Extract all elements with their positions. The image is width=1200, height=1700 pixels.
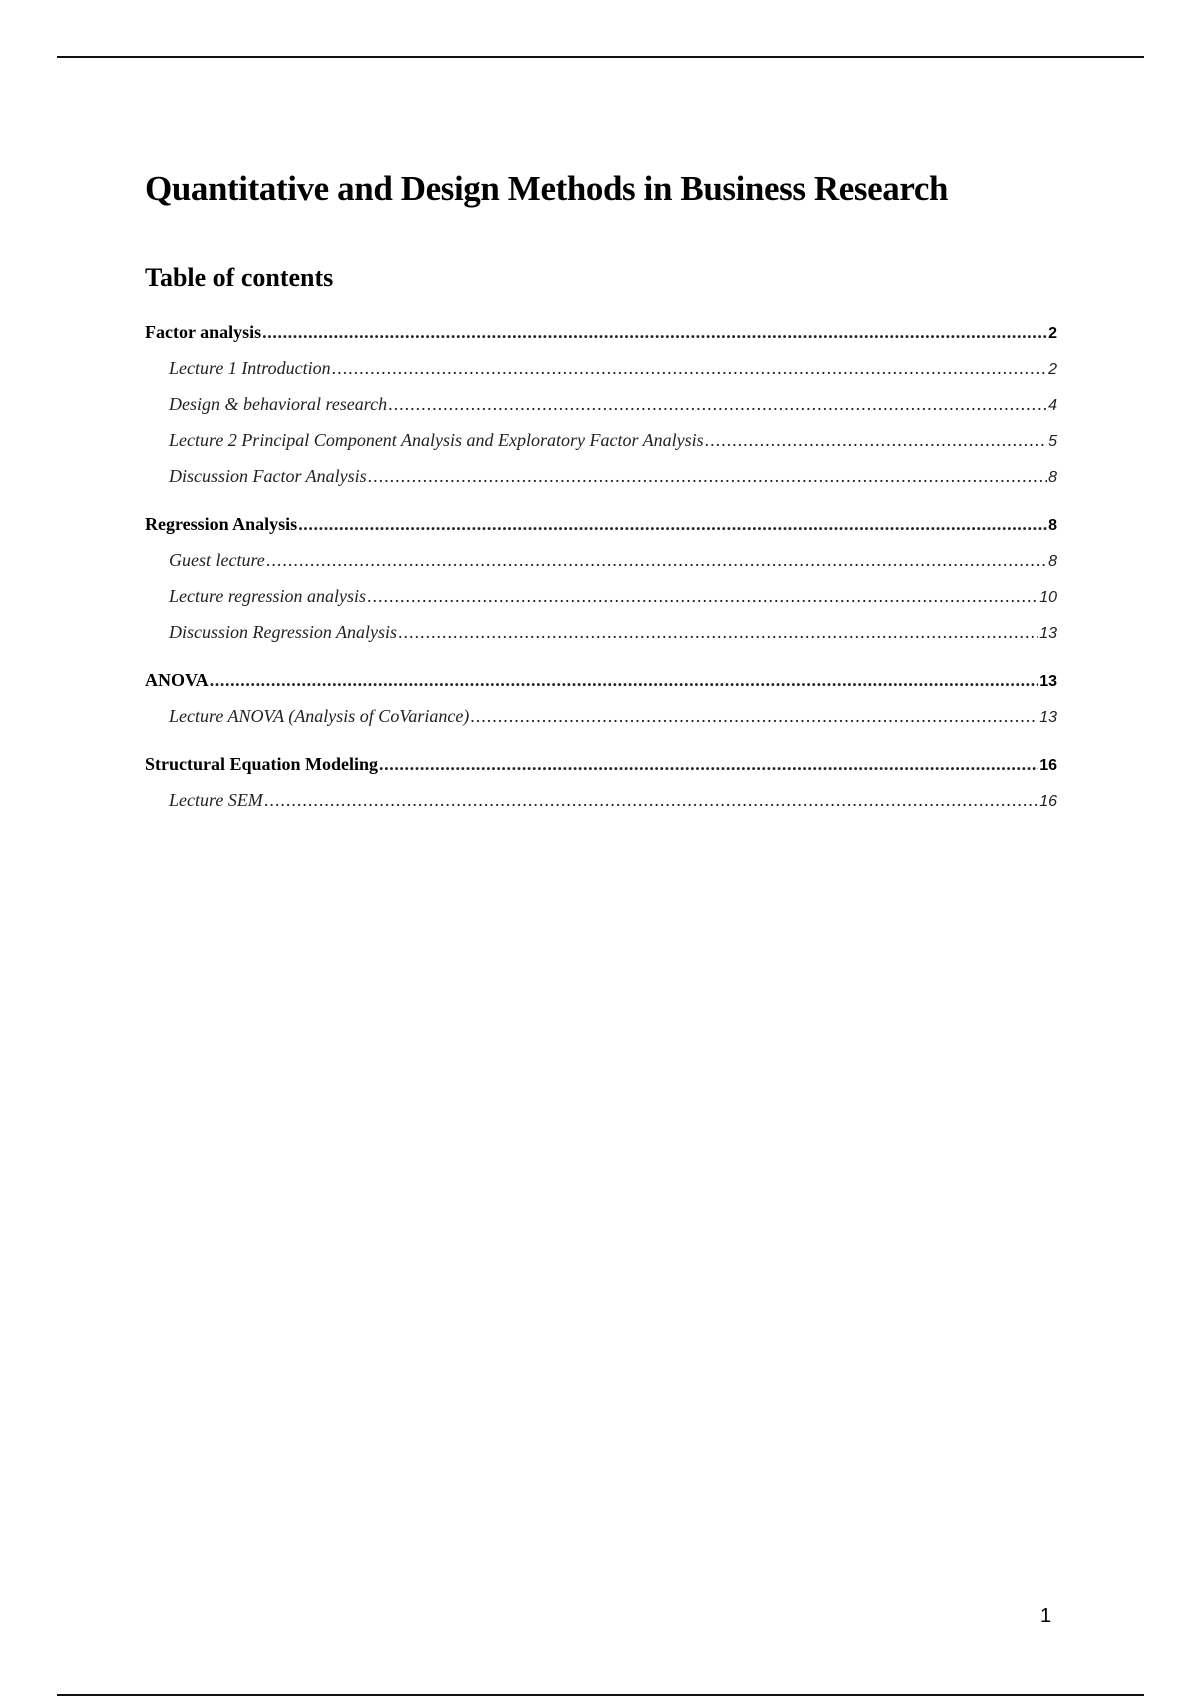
dot-leader xyxy=(470,706,1038,727)
toc-entry-label: Discussion Factor Analysis xyxy=(169,466,367,486)
toc-entry-label: Guest lecture xyxy=(169,550,265,570)
dot-leader xyxy=(210,670,1039,691)
dot-leader xyxy=(705,430,1047,451)
toc-entry-lecture-regression-analysis[interactable] xyxy=(145,586,1057,622)
toc-entry-page: 13 xyxy=(1039,673,1057,690)
document-title: Quantitative and Design Methods in Business Research xyxy=(145,169,949,209)
toc-entry-factor-analysis[interactable] xyxy=(145,322,1057,358)
toc-entry-label: Regression Analysis xyxy=(145,514,298,534)
toc-entry-page: 2 xyxy=(1048,325,1057,342)
dot-leader xyxy=(368,466,1047,487)
toc-entry-lecture-1-introduction[interactable] xyxy=(145,358,1057,394)
toc-entry-label: Lecture 1 Introduction xyxy=(169,358,331,378)
toc-heading: Table of contents xyxy=(145,263,334,292)
toc-entry-design-behavioral-research[interactable] xyxy=(145,394,1057,430)
toc-entry-lecture-sem[interactable] xyxy=(145,790,1057,826)
dot-leader xyxy=(388,394,1047,415)
toc-entry-page: 13 xyxy=(1039,625,1057,642)
toc-entry-lecture-anova[interactable] xyxy=(145,706,1057,742)
toc-entry-discussion-factor-analysis[interactable] xyxy=(145,466,1057,502)
toc-entry-label: Lecture SEM xyxy=(169,790,263,810)
dot-leader xyxy=(298,514,1047,535)
toc-entry-discussion-regression-analysis[interactable] xyxy=(145,622,1057,658)
toc-entry-page: 16 xyxy=(1039,793,1057,810)
toc-entry-label: Structural Equation Modeling xyxy=(145,754,379,774)
header-rule xyxy=(57,56,1144,58)
dot-leader xyxy=(266,550,1047,571)
toc-entry-regression-analysis[interactable] xyxy=(145,514,1057,550)
dot-leader xyxy=(398,622,1038,643)
dot-leader xyxy=(332,358,1047,379)
page-number: 1 xyxy=(1040,1605,1052,1627)
toc-entry-label: Discussion Regression Analysis xyxy=(169,622,397,642)
toc-entry-page: 8 xyxy=(1048,553,1057,570)
dot-leader xyxy=(379,754,1038,775)
table-of-contents xyxy=(145,322,1057,826)
dot-leader xyxy=(367,586,1038,607)
toc-entry-structural-equation-modeling[interactable] xyxy=(145,754,1057,790)
dot-leader xyxy=(264,790,1038,811)
toc-entry-label: Design & behavioral research xyxy=(169,394,388,414)
toc-entry-page: 16 xyxy=(1039,757,1057,774)
toc-entry-anova[interactable] xyxy=(145,670,1057,706)
toc-entry-page: 2 xyxy=(1048,361,1057,378)
toc-entry-page: 8 xyxy=(1048,469,1057,486)
toc-entry-page: 10 xyxy=(1039,589,1057,606)
toc-entry-lecture-2-pca-efa[interactable] xyxy=(145,430,1057,466)
toc-entry-guest-lecture[interactable] xyxy=(145,550,1057,586)
toc-entry-label: Lecture 2 Principal Component Analysis and Exploratory Factor Analysis xyxy=(169,430,704,450)
toc-entry-label: ANOVA xyxy=(145,670,209,690)
toc-entry-label: Factor analysis xyxy=(145,322,262,342)
toc-entry-page: 4 xyxy=(1048,397,1057,414)
dot-leader xyxy=(262,322,1047,343)
toc-entry-page: 8 xyxy=(1048,517,1057,534)
toc-entry-label: Lecture ANOVA (Analysis of CoVariance) xyxy=(169,706,470,726)
footer-rule xyxy=(57,1694,1144,1696)
toc-entry-page: 5 xyxy=(1048,433,1057,450)
toc-entry-page: 13 xyxy=(1039,709,1057,726)
toc-entry-label: Lecture regression analysis xyxy=(169,586,366,606)
